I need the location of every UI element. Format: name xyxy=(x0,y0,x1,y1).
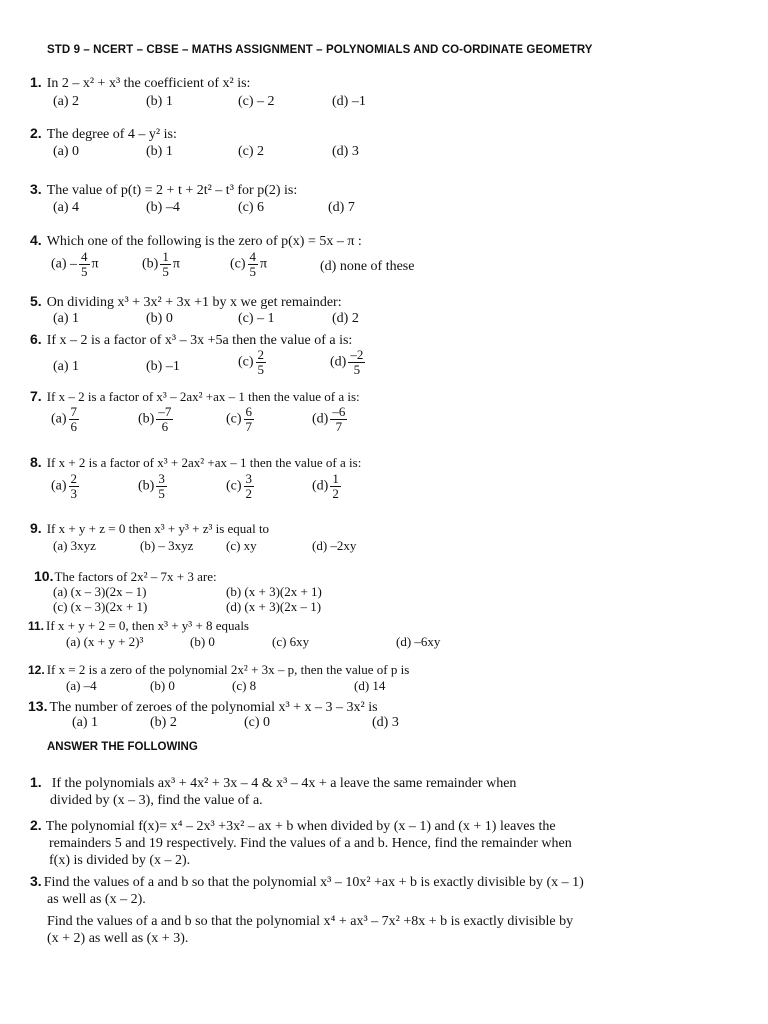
option-c xyxy=(226,472,256,501)
numerator: 4 xyxy=(81,249,88,264)
option-d xyxy=(312,405,349,434)
option-a: (a) 3xyz xyxy=(53,538,96,553)
question-line: f(x) is divided by (x – 2). xyxy=(49,853,191,868)
denominator: 5 xyxy=(158,486,165,501)
option-d: (d) 3 xyxy=(332,144,359,159)
denominator: 2 xyxy=(245,486,253,501)
fraction xyxy=(256,348,267,377)
fraction xyxy=(160,250,171,279)
option-b: (b) –1 xyxy=(146,359,180,374)
option-a xyxy=(51,250,99,279)
option-b: (b) –4 xyxy=(146,200,180,215)
question-line: Find the values of a and b so that the polynomial x³ – 10x² +ax + b is exactly divisible by (x – 1) xyxy=(43,875,584,890)
denominator: 6 xyxy=(70,419,78,434)
question-number: 13. xyxy=(28,698,48,714)
question-line: divided by (x – 3), find the value of a. xyxy=(50,793,263,808)
question-number: 11. xyxy=(28,619,45,633)
option-a xyxy=(51,405,81,434)
option-a: (a) 1 xyxy=(72,715,99,730)
option-a: (a) –4 xyxy=(66,678,97,693)
denominator: 5 xyxy=(257,362,265,377)
question-text: If x = 2 is a zero of the polynomial 2x² + 3x – p, then the value of p is xyxy=(46,662,410,677)
numerator: 2 xyxy=(257,347,265,362)
option-b: (b) – 3xyz xyxy=(140,538,194,553)
question-4 xyxy=(30,232,362,250)
numerator: –6 xyxy=(332,404,346,419)
denominator: 6 xyxy=(161,419,169,434)
question-number: 2. xyxy=(30,125,42,141)
option-b: (b) 0 xyxy=(146,311,173,326)
fraction xyxy=(156,472,167,501)
option-d: (d) –1 xyxy=(332,94,366,109)
numerator: 2 xyxy=(70,471,78,486)
denominator: 3 xyxy=(70,486,78,501)
numerator: 1 xyxy=(332,471,339,486)
question-11 xyxy=(28,618,249,634)
fraction xyxy=(79,250,90,279)
option-c xyxy=(238,348,268,377)
question-text: If x – 2 is a factor of x³ – 2ax² +ax – 1 then the value of a is: xyxy=(46,389,360,404)
denominator: 7 xyxy=(335,419,343,434)
denominator: 5 xyxy=(353,362,361,377)
question-line: as well as (x – 2). xyxy=(47,892,146,907)
pi-symbol: π xyxy=(172,256,180,272)
question-9 xyxy=(30,520,269,537)
option-c: (c) 0 xyxy=(244,715,271,730)
question-text: If x + 2 is a factor of x³ + 2ax² +ax – 1 then the value of a is: xyxy=(46,455,362,470)
question-2 xyxy=(30,125,177,143)
question-number: 10. xyxy=(34,568,54,584)
option-label: (a) xyxy=(51,478,67,494)
question-12 xyxy=(28,662,409,678)
option-d xyxy=(312,472,343,501)
question-7 xyxy=(30,388,360,405)
question-line: Find the values of a and b so that the polynomial x⁴ + ax³ – 7x² +8x + b is exactly divisible by xyxy=(47,914,574,929)
option-d: (d) 2 xyxy=(332,311,359,326)
option-c xyxy=(226,405,256,434)
option-c: (c) 2 xyxy=(238,144,265,159)
option-a: (a) 0 xyxy=(53,144,80,159)
option-label: (b) xyxy=(142,256,159,272)
question-number: 12. xyxy=(28,663,45,677)
option-label: (c) xyxy=(238,354,254,370)
option-d: (d) 3 xyxy=(372,715,399,730)
option-d: (d) (x + 3)(2x – 1) xyxy=(226,599,322,614)
option-c: (c) – 1 xyxy=(238,311,275,326)
numerator: 4 xyxy=(249,249,257,264)
long-question-2 xyxy=(30,817,572,869)
option-b: (b) (x + 3)(2x + 1) xyxy=(226,584,322,599)
section-heading: ANSWER THE FOLLOWING xyxy=(47,741,198,753)
fraction xyxy=(244,472,255,501)
option-d: (d) none of these xyxy=(320,259,415,274)
long-question-3 xyxy=(30,873,584,908)
option-b: (b) 0 xyxy=(150,678,175,693)
option-a xyxy=(51,472,81,501)
denominator: 7 xyxy=(245,419,253,434)
question-number: 4. xyxy=(30,232,42,248)
option-c: (c) 6 xyxy=(238,200,265,215)
option-c: (c) – 2 xyxy=(238,94,275,109)
denominator: 5 xyxy=(249,264,257,279)
option-a: (a) 2 xyxy=(53,94,80,109)
option-label: (d) xyxy=(312,478,329,494)
option-b: (b) 1 xyxy=(146,94,173,109)
question-number: 7. xyxy=(30,388,42,404)
question-text: On dividing x³ + 3x² + 3x +1 by x we get remainder: xyxy=(46,295,342,310)
option-label: (c) xyxy=(226,411,242,427)
fraction xyxy=(69,405,80,434)
option-a: (a) 1 xyxy=(53,311,80,326)
question-text: The factors of 2x² – 7x + 3 are: xyxy=(54,569,217,584)
fraction xyxy=(69,472,80,501)
question-5 xyxy=(30,293,342,311)
question-number: 1. xyxy=(30,74,42,90)
question-line: The polynomial f(x)= x⁴ – 2x³ +3x² – ax + b when divided by (x – 1) and (x + 1) leaves the xyxy=(45,819,556,834)
question-text: Which one of the following is the zero of p(x) = 5x – π : xyxy=(46,234,362,249)
numerator: 3 xyxy=(245,471,253,486)
question-number: 3. xyxy=(30,181,42,197)
option-c: (c) xy xyxy=(226,538,257,553)
question-text: If x + y + z = 0 then x³ + y³ + z³ is equal to xyxy=(46,521,270,536)
question-text: If x + y + 2 = 0, then x³ + y³ + 8 equals xyxy=(46,618,249,633)
question-1 xyxy=(30,74,250,92)
option-label: (d) xyxy=(312,411,329,427)
page-title: STD 9 – NCERT – CBSE – MATHS ASSIGNMENT – POLYNOMIALS AND CO-ORDINATE GEOMETRY xyxy=(47,44,593,56)
option-b: (b) 1 xyxy=(146,144,173,159)
option-label: (b) xyxy=(138,411,155,427)
option-d: (d) 7 xyxy=(328,200,355,215)
numerator: 3 xyxy=(158,471,165,486)
option-c: (c) 8 xyxy=(232,678,257,693)
question-number: 2. xyxy=(30,817,42,833)
option-d: (d) –6xy xyxy=(396,634,441,649)
option-c xyxy=(230,250,267,279)
question-text: In 2 – x² + x³ the coefficient of x² is: xyxy=(46,76,251,91)
option-d xyxy=(330,348,367,377)
question-text: If x – 2 is a factor of x³ – 3x +5a then the value of a is: xyxy=(46,333,353,348)
question-line: If the polynomials ax³ + 4x² + 3x – 4 & x³ – 4x + a leave the same remainder when xyxy=(51,776,517,791)
pi-symbol: π xyxy=(260,256,268,272)
fraction xyxy=(248,250,259,279)
numerator: –7 xyxy=(158,404,172,419)
option-a: (a) 1 xyxy=(53,359,80,374)
question-13 xyxy=(28,698,378,716)
question-line: remainders 5 and 19 respectively. Find the values of a and b. Hence, find the remainder when xyxy=(49,836,572,851)
option-b: (b) 0 xyxy=(190,634,215,649)
long-question-4 xyxy=(47,913,573,947)
fraction xyxy=(330,405,347,434)
option-d: (d) 14 xyxy=(354,678,386,693)
question-number: 9. xyxy=(30,520,42,536)
option-a: (a) (x – 3)(2x – 1) xyxy=(53,584,147,599)
option-a: (a) 4 xyxy=(53,200,80,215)
option-a: (a) (x + y + 2)³ xyxy=(66,634,144,649)
question-text: The value of p(t) = 2 + t + 2t² – t³ for p(2) is: xyxy=(46,183,298,198)
question-6 xyxy=(30,331,352,349)
question-line: (x + 2) as well as (x + 3). xyxy=(47,931,189,946)
question-number: 8. xyxy=(30,454,42,470)
fraction xyxy=(244,405,255,434)
option-b xyxy=(142,250,180,279)
option-b xyxy=(138,405,175,434)
question-number: 3. xyxy=(30,873,42,889)
question-text: The number of zeroes of the polynomial x³ + x – 3 – 3x² is xyxy=(49,700,378,715)
option-label: (b) xyxy=(138,478,155,494)
question-number: 6. xyxy=(30,331,42,347)
question-text: The degree of 4 – y² is: xyxy=(46,127,177,142)
option-d: (d) –2xy xyxy=(312,538,357,553)
denominator: 2 xyxy=(332,486,339,501)
long-question-1 xyxy=(30,774,516,809)
numerator: –2 xyxy=(350,347,364,362)
option-b xyxy=(138,472,169,501)
question-3 xyxy=(30,181,297,199)
fraction xyxy=(330,472,341,501)
question-number: 1. xyxy=(30,774,42,790)
pi-symbol: π xyxy=(91,256,99,272)
question-number: 5. xyxy=(30,293,42,309)
denominator: 5 xyxy=(81,264,88,279)
option-label: (a) – xyxy=(51,256,78,272)
option-label: (c) xyxy=(230,256,246,272)
denominator: 5 xyxy=(162,264,169,279)
fraction xyxy=(156,405,173,434)
fraction xyxy=(348,348,365,377)
option-c: (c) 6xy xyxy=(272,634,310,649)
option-label: (a) xyxy=(51,411,67,427)
numerator: 1 xyxy=(162,249,169,264)
option-label: (c) xyxy=(226,478,242,494)
numerator: 6 xyxy=(245,404,253,419)
option-c: (c) (x – 3)(2x + 1) xyxy=(53,599,148,614)
question-10 xyxy=(34,568,217,585)
question-8 xyxy=(30,454,361,471)
option-b: (b) 2 xyxy=(150,715,177,730)
numerator: 7 xyxy=(70,404,78,419)
option-label: (d) xyxy=(330,354,347,370)
